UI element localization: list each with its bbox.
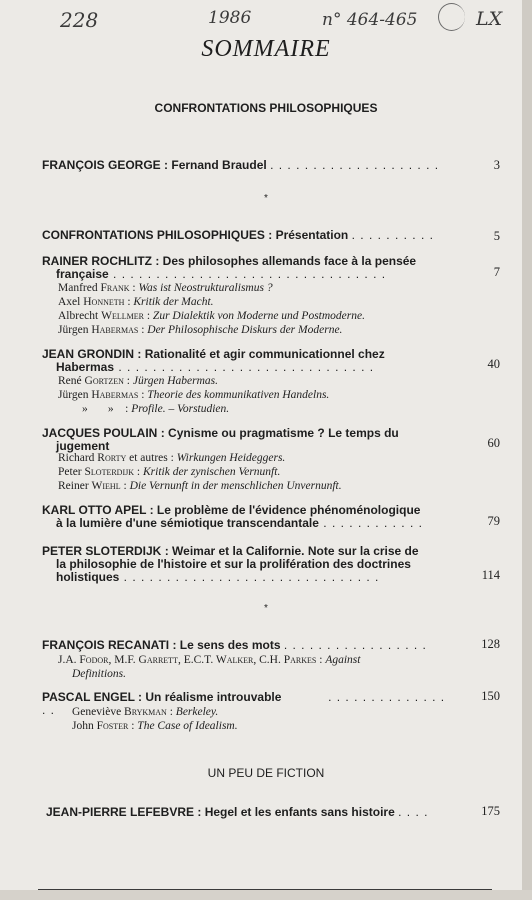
dot-leader: . . . . . . . . . . . . . . . . . . . . [270,158,440,172]
review-line: Peter Sloterdijk : Kritik der zynischen Vernunft. [58,466,281,478]
review-line: Geneviève Brykman : Berkeley. [72,706,219,718]
toc-entry-rochlitz[interactable]: RAINER ROCHLITZ : Des philosophes allemands face à la pensée française . . . . . . . . . . . . . . . . . . . . . . . . . . . . . . . . [42,254,417,281]
handwritten-year: 1986 [208,8,252,28]
handwritten-code: LX [476,8,503,30]
review-line: Reiner Wiehl : Die Vernunft in der menschlichen Unvernunft. [58,480,342,492]
page-number: 7 [493,265,500,279]
review-line: J.A. Fodor, M.F. Garrett, E.C.T. Walker, C.H. Parkes : Against [58,654,361,666]
toc-entry-george[interactable]: FRANÇOIS GEORGE : Fernand Braudel . . . . . . . . . . . . . . . . . . . . [42,158,440,172]
review-line: Albrecht Wellmer : Zur Dialektik von Moderne und Postmoderne. [58,310,365,322]
dot-leader: . . . . . . . . . . . . . . . . . . . . . . . . . . . . . . . . [108,267,387,281]
review-line: René Gortzen : Jürgen Habermas. [58,375,219,387]
toc-entry-sloterdijk[interactable]: PETER SLOTERDIJK : Weimar et la Californie. Note sur la crise de la philosophie de l'histoire et sur la prolifération des doctrines holistiques . . . . . . . . . . . . . . . . . . . . . . . . . . . . . . [42,544,419,584]
dot-leader: . . . . . . . . . . . . . . . . . . . . . . . . . . . . . . [114,360,375,374]
review-line: Definitions. [72,668,126,680]
separator-star: * [264,603,268,614]
page-number: 114 [481,568,500,582]
page-title: SOMMAIRE [201,36,331,62]
page-number: 60 [487,436,500,450]
section-heading-confrontations: CONFRONTATIONS PHILOSOPHIQUES [154,101,378,115]
review-line: » » : Profile. – Vorstudien. [82,403,230,415]
page-number: 40 [487,357,500,371]
review-line: Manfred Frank : Was ist Neostrukturalismus ? [58,282,273,294]
review-line: Jürgen Habermas : Der Philosophische Diskurs der Moderne. [58,324,343,336]
toc-entry-presentation[interactable]: CONFRONTATIONS PHILOSOPHIQUES : Présentation . . . . . . . . . . [42,228,434,242]
handwritten-issue: n° 464-465 [322,10,418,30]
review-line: Axel Honneth : Kritik der Macht. [58,296,214,308]
handwritten-number: 228 [60,8,99,32]
toc-entry-poulain[interactable]: JACQUES POULAIN : Cynisme ou pragmatisme ? Le temps du jugement [42,426,399,453]
dot-leader: . . . . . . . . . . [351,228,434,242]
page-number: 128 [481,637,500,651]
handwritten-arc-mark [438,3,465,31]
review-line: Jürgen Habermas : Theorie des kommunikativen Handelns. [58,389,330,401]
dot-leader: . . . . . . . . . . . . [318,516,423,530]
toc-entry-recanati[interactable]: FRANÇOIS RECANATI : Le sens des mots . . . . . . . . . . . . . . . . . [42,638,427,652]
page-number: 175 [481,804,500,818]
separator-star: * [264,193,268,204]
toc-entry-apel[interactable]: KARL OTTO APEL : Le problème de l'évidence phénoménologique à la lumière d'une sémiotique transcendantale . . . . . . . . . . . . [42,503,423,530]
page-number: 79 [487,514,500,528]
dot-leader: . . . . . . . . . . . . . . . . [42,690,446,717]
toc-entry-grondin[interactable]: JEAN GRONDIN : Rationalité et agir communicationnel chez Habermas . . . . . . . . . . . . . . . . . . . . . . . . . . . . . . [42,347,385,374]
page-bottom-edge [0,890,532,900]
page-number: 5 [493,229,500,243]
page-edge-shadow [522,0,532,900]
page-number: 150 [481,689,500,703]
section-heading-fiction: UN PEU DE FICTION [207,766,325,780]
toc-entry-lefebvre[interactable]: JEAN-PIERRE LEFEBVRE : Hegel et les enfants sans histoire . . . . [46,805,429,819]
review-line: Richard Rorty et autres : Wirkungen Heideggers. [58,452,286,464]
dot-leader: . . . . [398,805,429,819]
dot-leader: . . . . . . . . . . . . . . . . . . . . . . . . . . . . . . [119,570,380,584]
toc-entry-engel[interactable]: PASCAL ENGEL : Un réalisme introuvable . . . . . . . . . . . . . . . . [42,690,446,717]
page-number: 3 [493,158,500,172]
review-line: John Foster : The Case of Idealism. [72,720,238,732]
dot-leader: . . . . . . . . . . . . . . . . . [283,638,427,652]
